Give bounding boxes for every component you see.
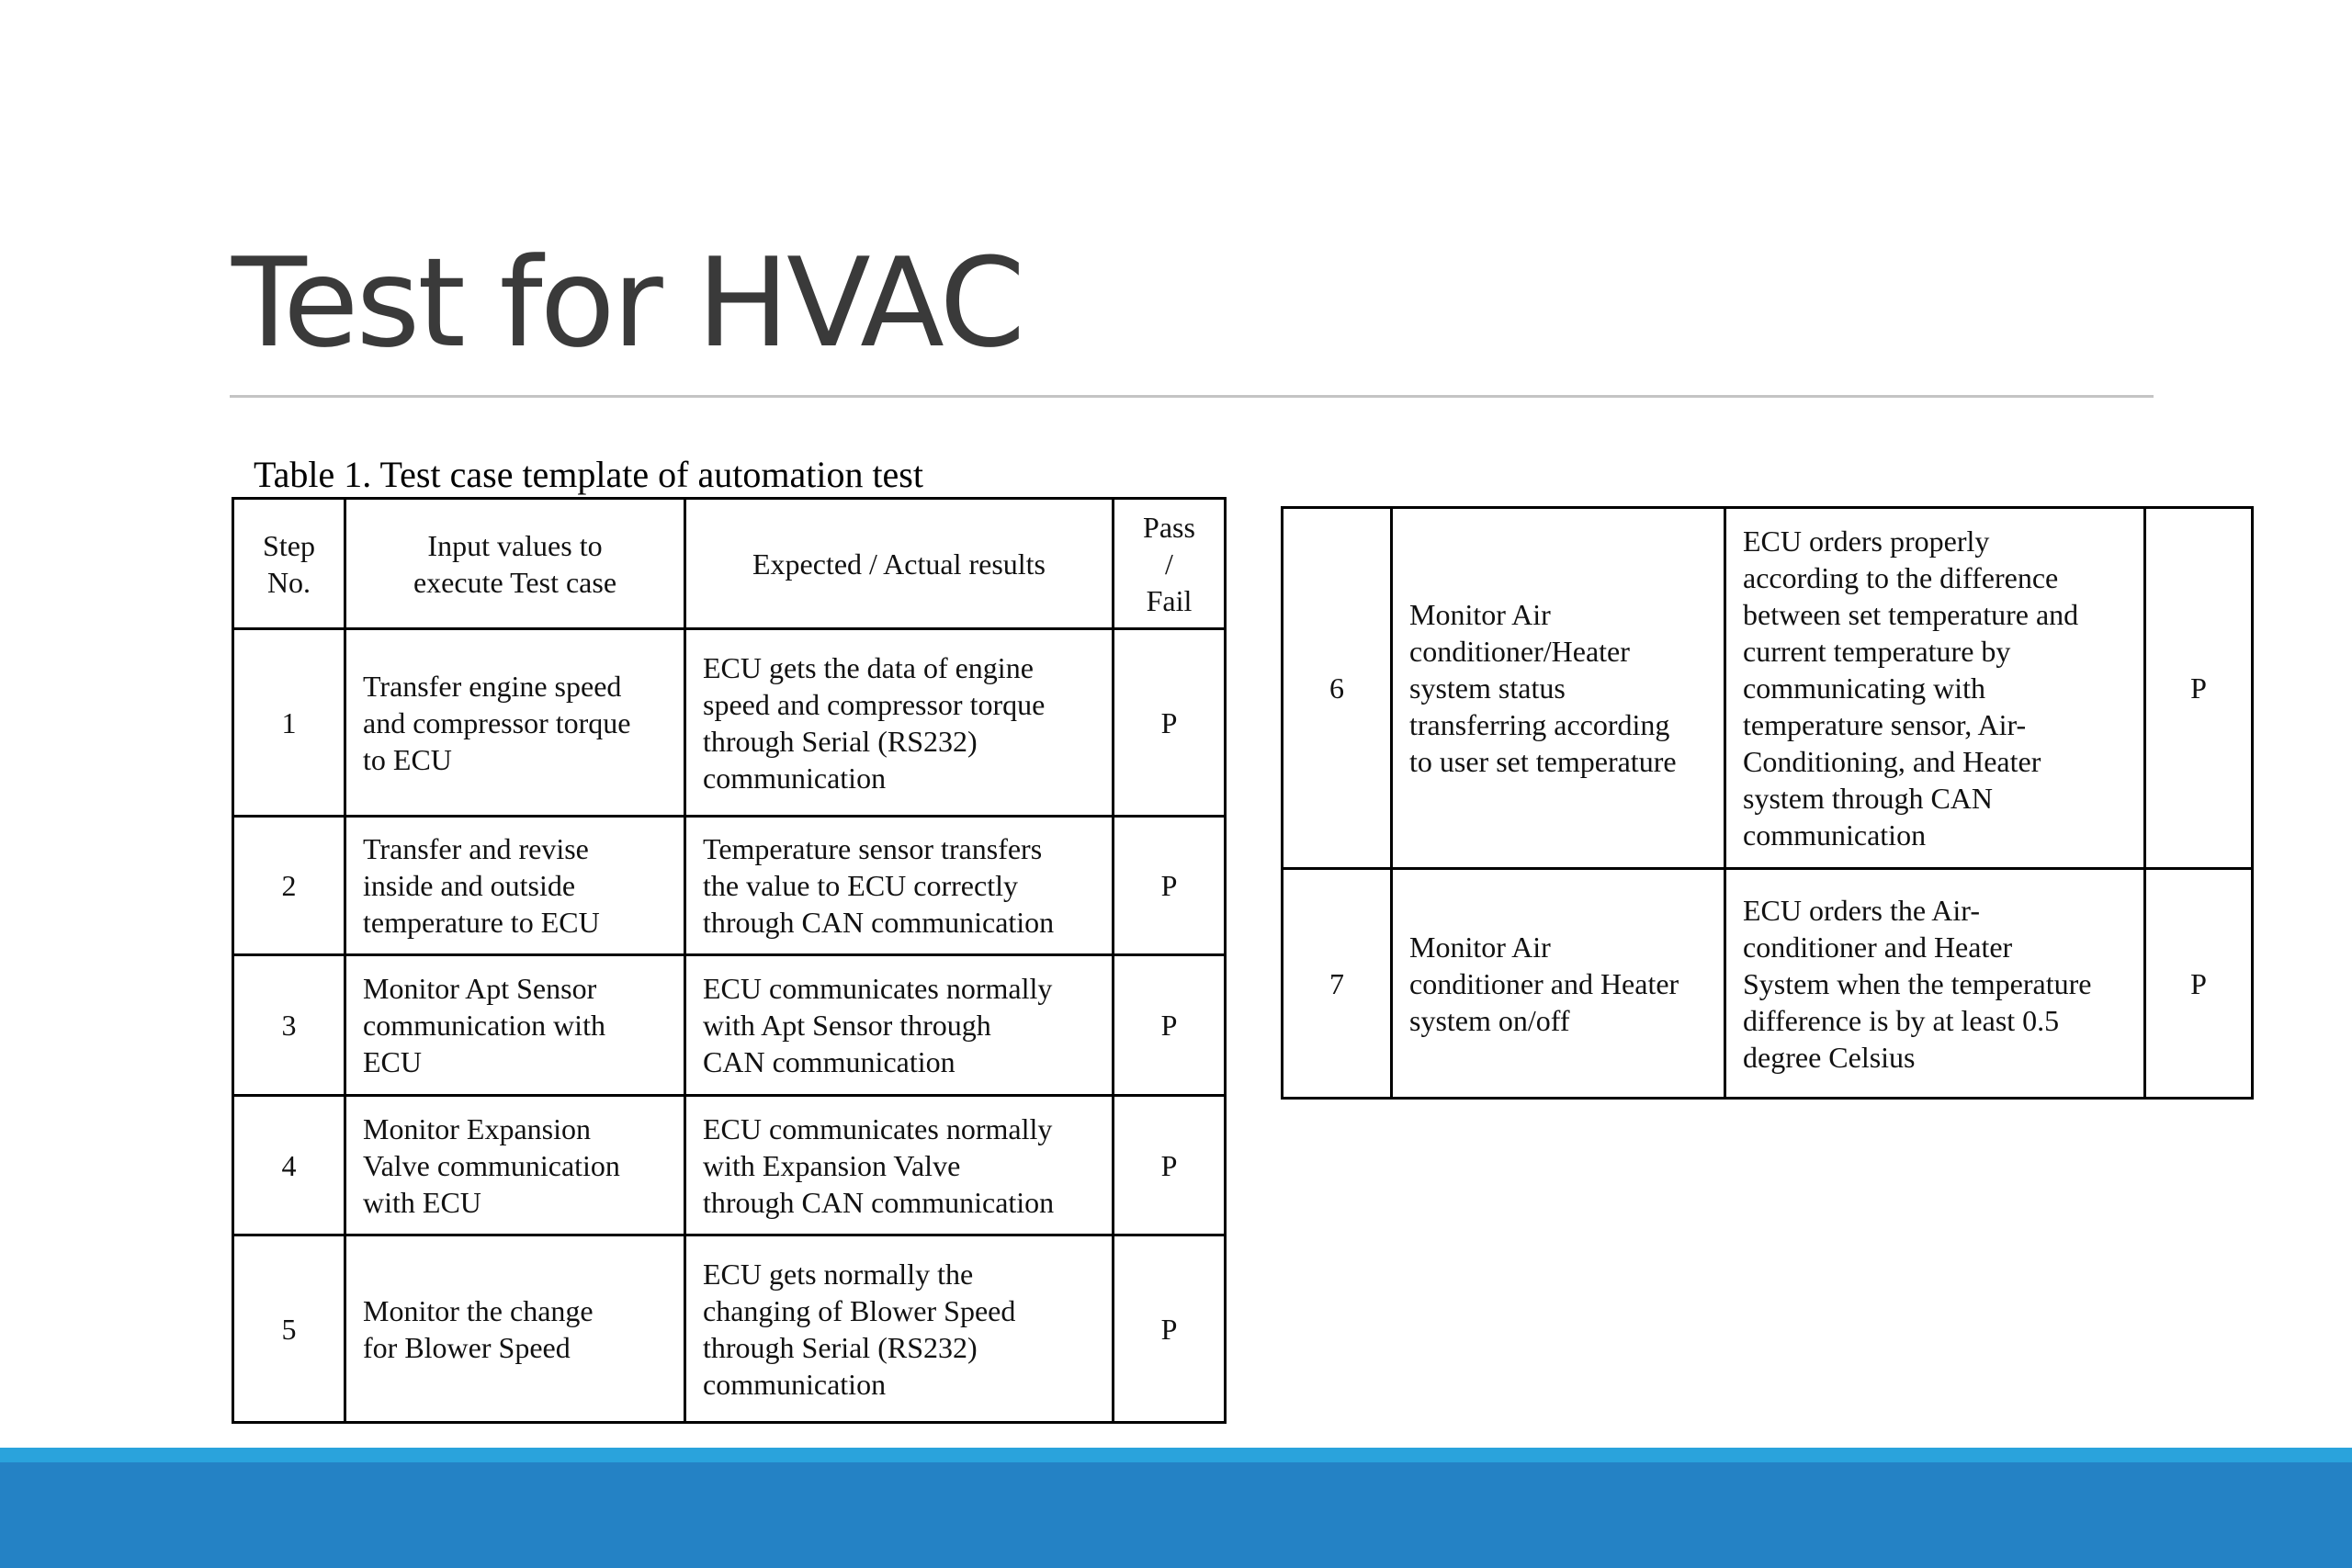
step-number: 2 — [233, 817, 345, 955]
input-cell: Transfer and revise inside and outside temperature to ECU — [345, 817, 685, 955]
table-row — [1283, 508, 2253, 869]
test-case-table-right — [1281, 506, 2254, 1100]
table-row — [1283, 869, 2253, 1099]
step-number: 1 — [233, 629, 345, 817]
table-caption: Table 1. Test case template of automation test — [254, 454, 923, 495]
table-header-row — [233, 499, 1226, 629]
input-cell: Monitor Air conditioner/Heater system status transferring according to user set temperature — [1392, 508, 1725, 869]
step-number: 5 — [233, 1235, 345, 1423]
test-case-table-left — [232, 497, 1227, 1424]
expected-cell: ECU gets the data of engine speed and compressor torque through Serial (RS232) communication — [685, 629, 1114, 817]
expected-cell: ECU gets normally the changing of Blower Speed through Serial (RS232) communication — [685, 1235, 1114, 1423]
title-divider — [230, 395, 2154, 398]
pass-fail-cell: P — [1114, 629, 1226, 817]
footer-bar — [0, 1462, 2352, 1568]
input-cell: Monitor Expansion Valve communication with ECU — [345, 1096, 685, 1235]
pass-fail-cell: P — [1114, 1096, 1226, 1235]
slide-title: Test for HVAC — [232, 231, 1023, 375]
expected-cell: ECU communicates normally with Apt Sensor through CAN communication — [685, 955, 1114, 1096]
table-row — [233, 955, 1226, 1096]
header-pass-fail: Pass / Fail — [1114, 499, 1226, 629]
footer-accent-stripe — [0, 1448, 2352, 1462]
pass-fail-cell: P — [2145, 508, 2253, 869]
table-row — [233, 817, 1226, 955]
step-number: 3 — [233, 955, 345, 1096]
input-cell: Transfer engine speed and compressor torque to ECU — [345, 629, 685, 817]
header-step-no: Step No. — [233, 499, 345, 629]
pass-fail-cell: P — [1114, 955, 1226, 1096]
table-row — [233, 1096, 1226, 1235]
step-number: 6 — [1283, 508, 1392, 869]
input-cell: Monitor Air conditioner and Heater system on/off — [1392, 869, 1725, 1099]
step-number: 4 — [233, 1096, 345, 1235]
input-cell: Monitor Apt Sensor communication with ECU — [345, 955, 685, 1096]
expected-cell: ECU orders the Air- conditioner and Heater System when the temperature difference is by at least 0.5 degree Celsius — [1725, 869, 2145, 1099]
pass-fail-cell: P — [2145, 869, 2253, 1099]
step-number: 7 — [1283, 869, 1392, 1099]
pass-fail-cell: P — [1114, 1235, 1226, 1423]
header-expected-results: Expected / Actual results — [685, 499, 1114, 629]
expected-cell: ECU communicates normally with Expansion Valve through CAN communication — [685, 1096, 1114, 1235]
expected-cell: Temperature sensor transfers the value to ECU correctly through CAN communication — [685, 817, 1114, 955]
table-row — [233, 629, 1226, 817]
table-row — [233, 1235, 1226, 1423]
pass-fail-cell: P — [1114, 817, 1226, 955]
expected-cell: ECU orders properly according to the difference between set temperature and current temperature by communicating with temperature sensor, Air- Conditioning, and Heater system through CAN communication — [1725, 508, 2145, 869]
header-input-values: Input values to execute Test case — [345, 499, 685, 629]
input-cell: Monitor the change for Blower Speed — [345, 1235, 685, 1423]
